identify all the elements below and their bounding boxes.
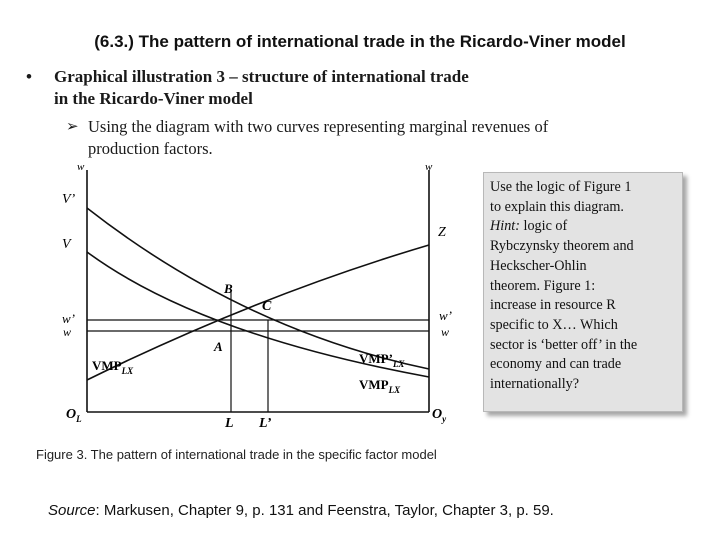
slide-title: (6.3.) The pattern of international trade in the Ricardo-Viner model	[94, 32, 626, 51]
label-origin-y: $O_y$	[432, 407, 447, 424]
note-line-5: Heckscher-Ohlin	[490, 257, 587, 274]
label-v-prime: V’	[62, 192, 76, 207]
label-vmp-prime-lx: $VMP’_{LX}$	[359, 351, 405, 369]
label-b: B	[224, 281, 233, 296]
label-w-left-top: w	[77, 161, 85, 173]
label-a: A	[214, 339, 223, 354]
note-line-3	[490, 217, 676, 237]
source-label: Source	[48, 502, 96, 519]
curve-vmp-lx	[87, 252, 429, 377]
note-hint-label: Hint:	[490, 218, 520, 235]
note-line-9: sector is ‘better off’ in the	[490, 336, 638, 353]
figure-caption: Figure 3. The pattern of international trade in the specific factor model	[36, 447, 437, 462]
label-w-prime-right: w’	[439, 308, 452, 323]
label-l: L	[225, 416, 234, 431]
note-line-1: Use the logic of Figure 1	[490, 179, 632, 195]
label-w-left: w	[63, 325, 72, 339]
source-citation	[48, 502, 554, 519]
sub-bullet-text-line1: Using the diagram with two curves representing marginal revenues of	[88, 117, 549, 136]
bullet-marker: •	[26, 67, 32, 86]
note-line-4: Rybczynsky theorem and	[490, 238, 634, 255]
note-line-11: internationally?	[490, 376, 580, 393]
label-c: C	[262, 299, 272, 314]
note-line-2: to explain this diagram.	[490, 198, 624, 215]
label-v: V	[62, 237, 71, 252]
explanation-note-box	[483, 172, 683, 412]
arrow-bullet-icon: ➢	[66, 119, 79, 135]
note-line-10: economy and can trade	[490, 356, 622, 373]
sub-bullet-diagram-description	[66, 116, 666, 160]
note-line-6: theorem. Figure 1:	[490, 277, 596, 294]
note-line-3-rest: logic of	[519, 218, 568, 235]
label-w-right-top: w	[425, 161, 433, 173]
note-line-7: increase in resource R	[490, 297, 616, 314]
bullet-graphical-illustration	[26, 66, 574, 110]
bullet-text-line1: Graphical illustration 3 – structure of international trade	[54, 67, 469, 86]
label-vmp-lx-right: $VMP_{LX}$	[359, 377, 401, 395]
label-origin-l: $O_L$	[66, 407, 82, 424]
bullet-text-line2: in the Ricardo-Viner model	[54, 89, 253, 108]
label-l-prime: L’	[259, 416, 272, 431]
label-w-prime-left: w’	[62, 311, 75, 326]
sub-bullet-text-line2: production factors.	[88, 139, 213, 158]
curve-vmp-lx-rising	[87, 245, 429, 380]
note-line-8: specific to X… Which	[490, 316, 618, 333]
label-w-right: w	[441, 325, 450, 339]
curve-vmp-prime-lx	[87, 208, 429, 369]
label-z: Z	[438, 225, 446, 240]
source-text: : Markusen, Chapter 9, p. 131 and Feenstra, Taylor, Chapter 3, p. 59.	[95, 502, 554, 519]
label-vmp-lx-left: $VMP_{LX}$	[92, 358, 134, 376]
